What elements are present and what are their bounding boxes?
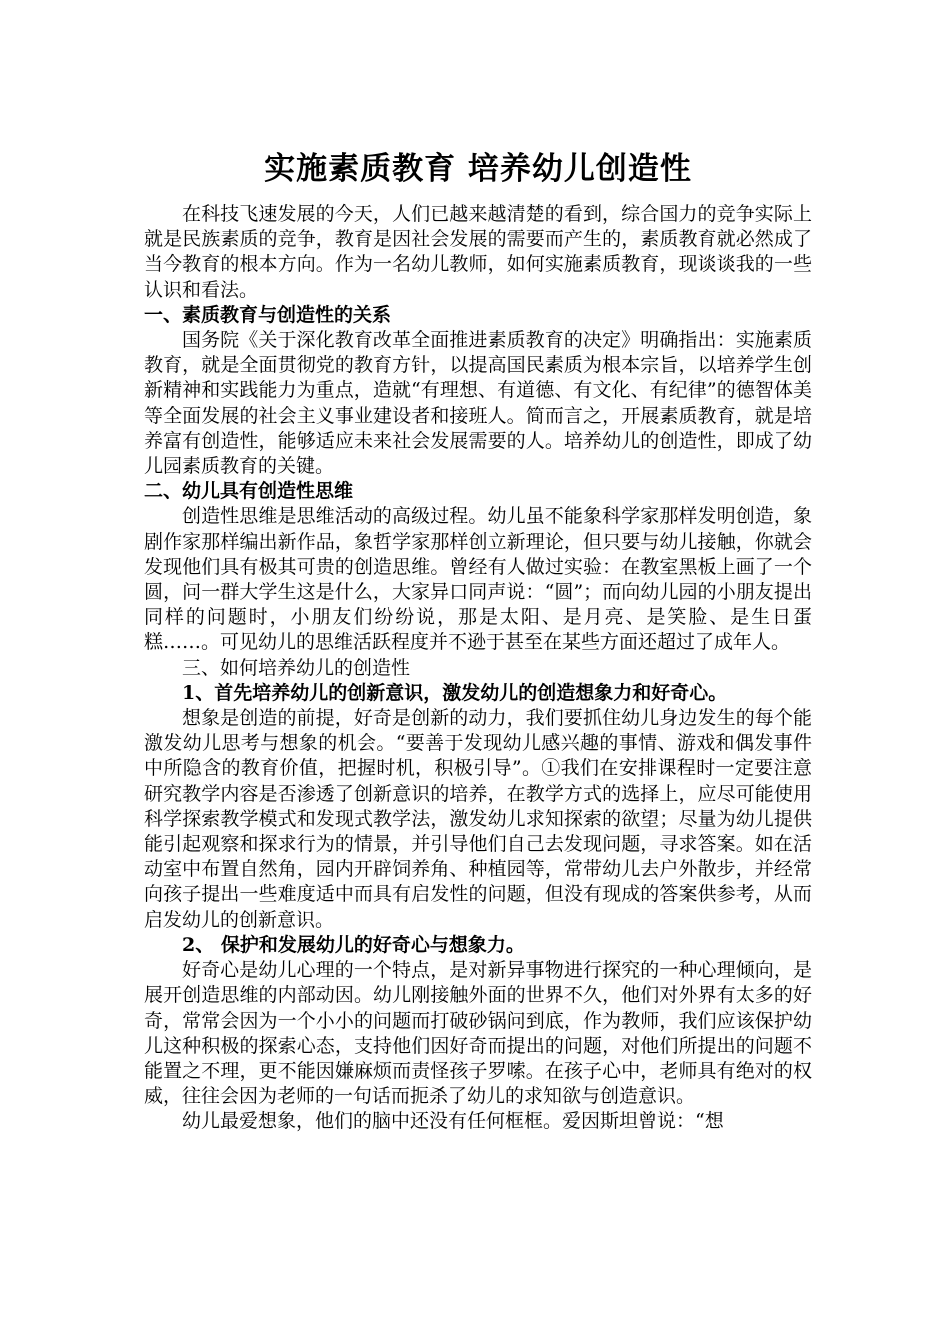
section-heading-3: 三、如何培养幼儿的创造性 — [182, 656, 411, 679]
document-body — [144, 148, 812, 1135]
intro-paragraph: 在科技飞速发展的今天，人们已越来越清楚的看到，综合国力的竞争实际上就是民族素质的竞争，教育是因社会发展的需要而产生的，素质教育就必然成了当今教育的根本方向。作为一名幼儿教师，如何实施素质教育，现谈谈我的一些认识和看法。 — [144, 203, 812, 301]
section-paragraph-1: 国务院《关于深化教育改革全面推进素质教育的决定》明确指出：实施素质教育，就是全面贯彻党的教育方针，以提高国民素质为根本宗旨，以培养学生创新精神和实践能力为重点，造就“有理想、有道德、有文化、有纪律”的德智体美等全面发展的社会主义事业建设者和接班人。简而言之，开展素质教育，就是培养富有创造性，能够适应未来社会发展需要的人。培养幼儿的创造性，即成了幼儿园素质教育的关键。 — [144, 329, 812, 478]
document-title: 实施素质教育 培养幼儿创造性 — [264, 151, 692, 187]
subsection-paragraph-3: 幼儿最爱想象，他们的脑中还没有任何框框。爱因斯坦曾说：“想 — [182, 1110, 724, 1133]
section-heading-2: 二、幼儿具有创造性思维 — [144, 480, 354, 503]
section-heading-1: 一、素质教育与创造性的关系 — [144, 303, 392, 326]
section-paragraph-2: 创造性思维是思维活动的高级过程。幼儿虽不能象科学家那样发明创造，象剧作家那样编出新作品，象哲学家那样创立新理论，但只要与幼儿接触，你就会发现他们具有极其可贵的创造思维。曾经有人做过实验：在教室黑板上画了一个圆，问一群大学生这是什么，大家异口同声说：“圆”；而向幼儿园的小朋友提出同样的问题时，小朋友们纷纷说，那是太阳、是月亮、是笑脸、是生日蛋糕……。可见幼儿的思维活跃程度并不逊于甚至在某些方面还超过了成年人。 — [144, 505, 812, 654]
subsection-paragraph-2: 好奇心是幼儿心理的一个特点，是对新异事物进行探究的一种心理倾向，是展开创造思维的内部动因。幼儿刚接触外面的世界不久，他们对外界有太多的好奇，常常会因为一个小小的问题而打破砂锅问到底，作为教师，我们应该保护幼儿这种积极的探索心态，支持他们因好奇而提出的问题，对他们所提出的问题不能置之不理，更不能因嫌麻烦而责怪孩子罗嗦。在孩子心中，老师具有绝对的权威，往往会因为老师的一句话而扼杀了幼儿的求知欲与创造意识。 — [144, 959, 812, 1108]
subsection-heading-2: 2、 保护和发展幼儿的好奇心与想象力。 — [182, 933, 525, 956]
subsection-heading-1: 1、首先培养幼儿的创新意识，激发幼儿的创造想象力和好奇心。 — [182, 681, 728, 704]
subsection-paragraph-1: 想象是创造的前提，好奇是创新的动力，我们要抓住幼儿身边发生的每个能激发幼儿思考与想象的机会。“要善于发现幼儿感兴趣的事情、游戏和偶发事件中所隐含的教育价值，把握时机，积极引导”。①我们在安排课程时一定要注意研究教学内容是否渗透了创新意识的培养，在教学方式的选择上，应尽可能使用科学探索教学模式和发现式教学法，激发幼儿求知探索的欲望；尽量为幼儿提供能引起观察和探求行为的情景，并引导他们自己去发现问题，寻求答案。如在活动室中布置自然角，园内开辟饲养角、种植园等，常带幼儿去户外散步，并经常向孩子提出一些难度适中而具有启发性的问题，但没有现成的答案供参考，从而启发幼儿的创新意识。 — [144, 707, 812, 931]
